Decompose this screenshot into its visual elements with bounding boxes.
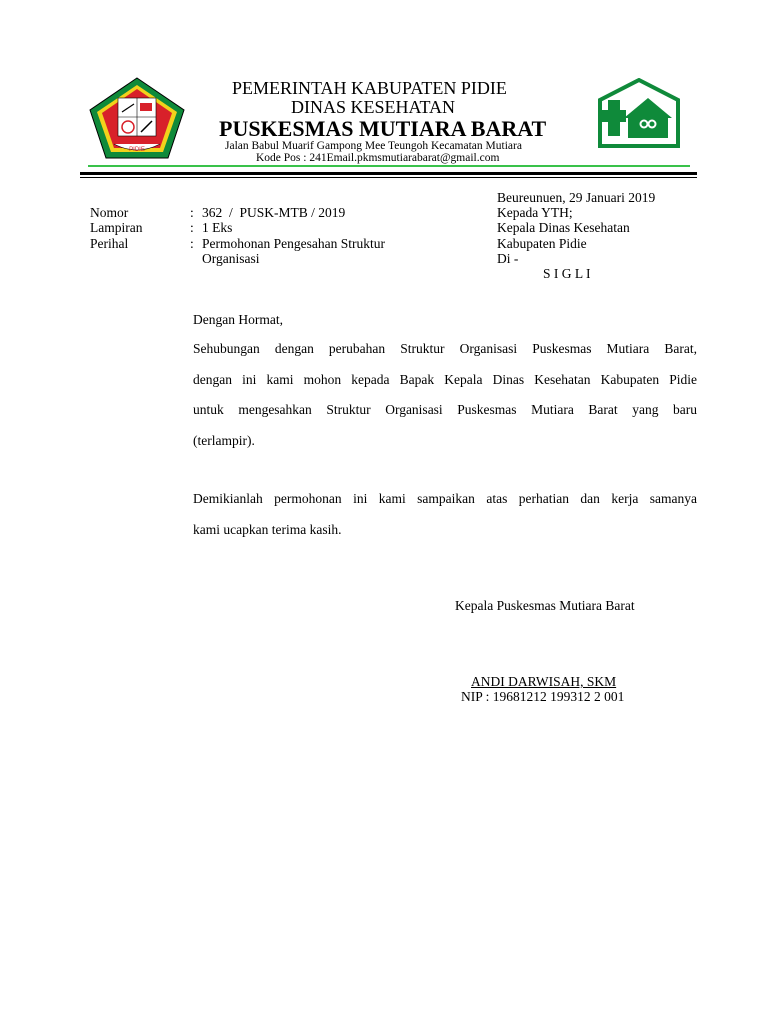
signature-nip: NIP : 19681212 199312 2 001 — [461, 689, 625, 704]
paragraph-line: dengan ini kami mohon kepada Bapak Kepala Dinas Kesehatan Kabupaten Pidie — [193, 371, 697, 387]
meta-colon: : — [190, 205, 194, 220]
paragraph-line: untuk mengesahkan Struktur Organisasi Puskesmas Mutiara Barat yang baru — [193, 402, 697, 417]
greeting: Dengan Hormat, — [193, 312, 283, 327]
letterhead-thick-rule — [80, 172, 697, 175]
meta-label-lampiran: Lampiran — [90, 220, 143, 235]
paragraph-line: (terlampir). — [193, 432, 255, 448]
recipient-city: S I G L I — [543, 266, 591, 281]
letterhead-thin-rule — [80, 177, 697, 178]
svg-text:PIDIE: PIDIE — [129, 147, 145, 153]
letterhead-green-rule — [88, 165, 690, 167]
meta-label-nomor: Nomor — [90, 205, 129, 220]
paragraph-line: kami ucapkan terima kasih. — [193, 521, 342, 537]
puskesmas-logo — [598, 78, 680, 150]
meta-colon: : — [190, 220, 194, 235]
body-paragraph-2 — [193, 484, 697, 545]
meta-value-nomor: 362 / PUSK-MTB / 2019 — [202, 205, 346, 220]
pidie-regency-emblem — [88, 76, 186, 160]
letterhead-department: DINAS KESEHATAN — [291, 97, 456, 117]
meta-value-perihal-cont: Organisasi — [202, 251, 260, 266]
meta-label-perihal: Perihal — [90, 236, 129, 251]
letterhead-institution: PUSKESMAS MUTIARA BARAT — [219, 116, 547, 141]
paragraph-line: Demikianlah permohonan ini kami sampaikan atas perhatian dan kerja samanya — [193, 491, 697, 506]
letterhead-government: PEMERINTAH KABUPATEN PIDIE — [232, 78, 507, 98]
body-paragraph-1 — [193, 334, 697, 456]
recipient-name: Kepala Dinas Kesehatan — [497, 220, 630, 235]
paragraph-line: Sehubungan dengan perubahan Struktur Organisasi Puskesmas Mutiara Barat, — [193, 341, 697, 356]
meta-value-perihal: Permohonan Pengesahan Struktur — [202, 236, 385, 251]
letter-date: Beureunuen, 29 Januari 2019 — [497, 190, 656, 205]
signature-name: ANDI DARWISAH, SKM — [471, 674, 617, 689]
recipient-di: Di - — [497, 251, 519, 266]
meta-value-lampiran: 1 Eks — [202, 220, 233, 235]
recipient-place: Kabupaten Pidie — [497, 236, 587, 251]
signature-title: Kepala Puskesmas Mutiara Barat — [455, 598, 635, 613]
letterhead-postal-email: Kode Pos : 241Email.pkmsmutiarabarat@gmail.com — [256, 152, 500, 164]
letterhead-address: Jalan Babul Muarif Gampong Mee Teungoh Kecamatan Mutiara — [225, 140, 522, 152]
meta-colon: : — [190, 236, 194, 251]
recipient-salutation: Kepada YTH; — [497, 205, 573, 220]
